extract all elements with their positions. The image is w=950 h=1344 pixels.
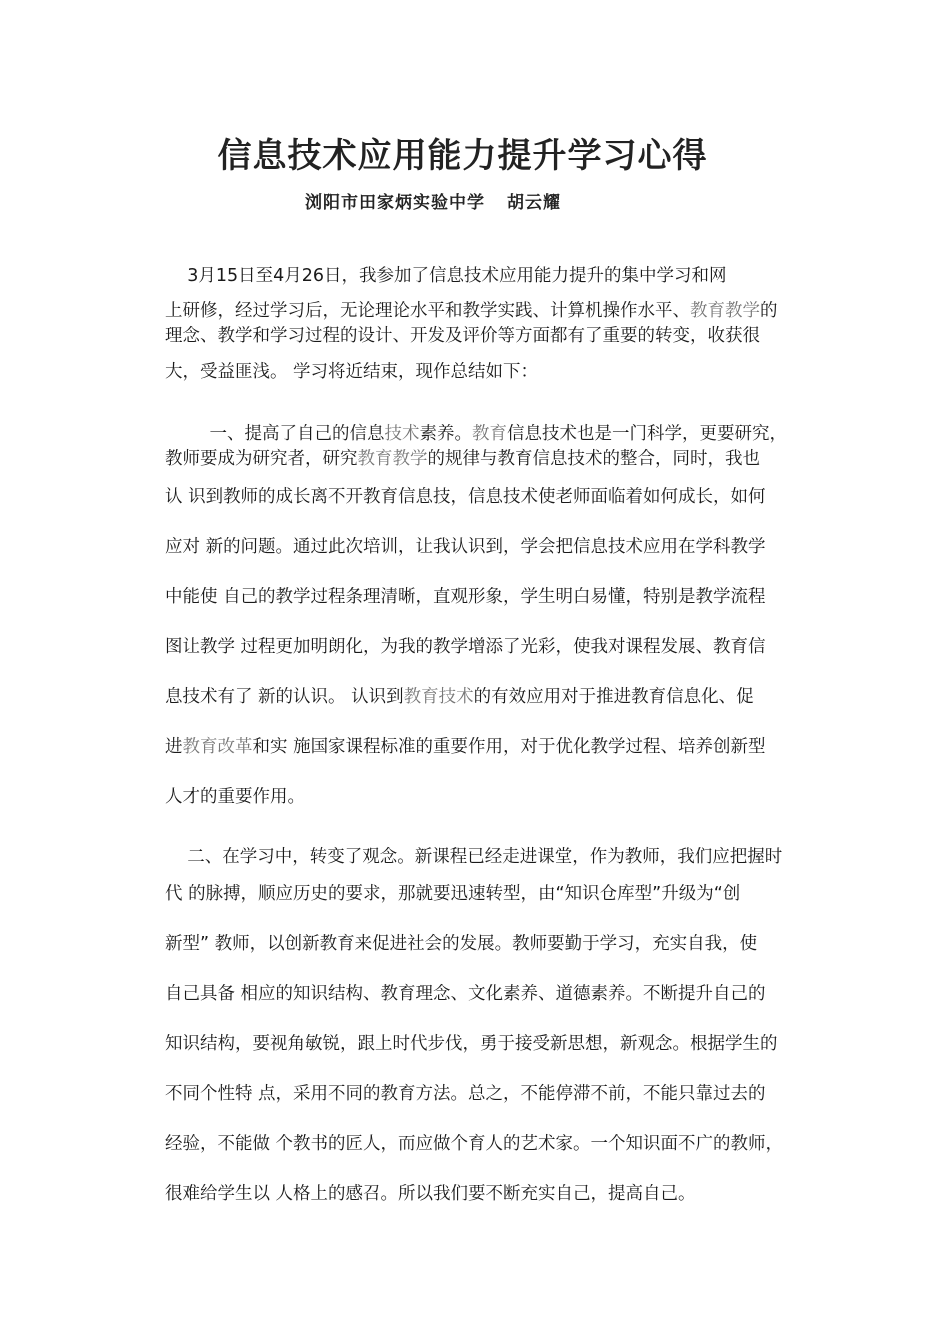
- keyword-link[interactable]: 教育: [472, 424, 508, 444]
- body-text: 的: [760, 301, 778, 321]
- body-text: 很难给学生以 人格上的感召。所以我们要不断充实自己，提高自己。: [165, 1184, 696, 1204]
- body-text: 信息技术也是一门科学，更要研究，: [507, 424, 788, 444]
- body-line: [165, 1030, 778, 1055]
- body-line: [165, 783, 305, 808]
- body-text: 新型” 教师，以创新教育来促进社会的发展。教师要勤于学习，充实自我，使: [165, 934, 758, 954]
- body-line: [165, 843, 782, 868]
- body-text: 3月15日至4月26日，我参加了信息技术应用能力提升的集中学习和网: [165, 266, 727, 286]
- body-text: 一、提高了自己的信息: [165, 424, 385, 444]
- body-line: [165, 533, 766, 558]
- body-text: 自己具备 相应的知识结构、教育理念、文化素养、道德素养。不断提升自己的: [165, 984, 766, 1004]
- body-line: [165, 633, 766, 658]
- keyword-link[interactable]: 教育教学: [357, 449, 428, 469]
- body-line: [165, 420, 787, 445]
- body-text: 素养。: [419, 424, 473, 444]
- body-line: [165, 583, 766, 608]
- body-text: 的规律与教育信息技术的整合，同时，我也: [427, 449, 760, 469]
- body-line: [165, 880, 740, 905]
- body-line: [165, 322, 760, 347]
- body-text: 经验，不能做 个教书的匠人，而应做个育人的艺术家。一个知识面不广的教师，: [165, 1134, 784, 1154]
- body-text: 理念、教学和学习过程的设计、开发及评价等方面都有了重要的转变，收获很: [165, 326, 760, 346]
- body-line: [165, 262, 727, 287]
- keyword-link[interactable]: 技术: [384, 424, 420, 444]
- document-title: 信息技术应用能力提升学习心得: [217, 136, 708, 176]
- body-text: 息技术有了 新的认识。 认识到: [165, 687, 404, 707]
- author-line: [305, 188, 561, 213]
- body-text: 的有效应用对于推进教育信息化、促: [473, 687, 754, 707]
- author-name: 胡云耀: [507, 193, 561, 213]
- body-text: 进: [165, 737, 183, 757]
- body-line: [165, 483, 766, 508]
- body-text: 知识结构，要视角敏锐，跟上时代步伐，勇于接受新思想，新观念。根据学生的: [165, 1034, 778, 1054]
- body-line: [165, 358, 538, 383]
- body-line: [165, 1080, 766, 1105]
- keyword-link[interactable]: 教育教学: [690, 301, 760, 321]
- keyword-link[interactable]: 教育技术: [403, 687, 474, 707]
- body-text: 大，受益匪浅。 学习将近结束，现作总结如下：: [165, 362, 539, 382]
- body-text: 代 的脉搏，顺应历史的要求，那就要迅速转型，由“知识仓库型”升级为“创: [165, 884, 741, 904]
- body-text: 图让教学 过程更加明朗化，为我的教学增添了光彩，使我对课程发展、教育信: [165, 637, 766, 657]
- body-line: [165, 1180, 696, 1205]
- keyword-link[interactable]: 教育改革: [182, 737, 253, 757]
- body-text: 教师要成为研究者，研究: [165, 449, 358, 469]
- body-text: 上研修，经过学习后，无论理论水平和教学实践、计算机操作水平、: [165, 301, 690, 321]
- body-text: 不同个性特 点，采用不同的教育方法。总之，不能停滞不前，不能只靠过去的: [165, 1084, 766, 1104]
- body-text: 人才的重要作用。: [165, 787, 305, 807]
- body-text: 应对 新的问题。通过此次培训，让我认识到，学会把信息技术应用在学科教学: [165, 537, 766, 557]
- body-line: [165, 930, 757, 955]
- body-line: [165, 1130, 783, 1155]
- body-text: 认 识到教师的成长离不开教育信息技，信息技术使老师面临着如何成长，如何: [165, 487, 766, 507]
- body-line: [165, 297, 778, 322]
- body-line: [165, 980, 766, 1005]
- body-line: [165, 683, 754, 708]
- body-text: 中能使 自己的教学过程条理清晰，直观形象，学生明白易懂，特别是教学流程: [165, 587, 766, 607]
- author-school: 浏阳市田家炳实验中学: [305, 193, 485, 213]
- body-line: [165, 445, 760, 470]
- body-line: [165, 733, 766, 758]
- body-text: 和实 施国家课程标准的重要作用，对于优化教学过程、培养创新型: [252, 737, 766, 757]
- body-text: 二、在学习中，转变了观念。新课程已经走进课堂，作为教师，我们应把握时: [165, 847, 783, 867]
